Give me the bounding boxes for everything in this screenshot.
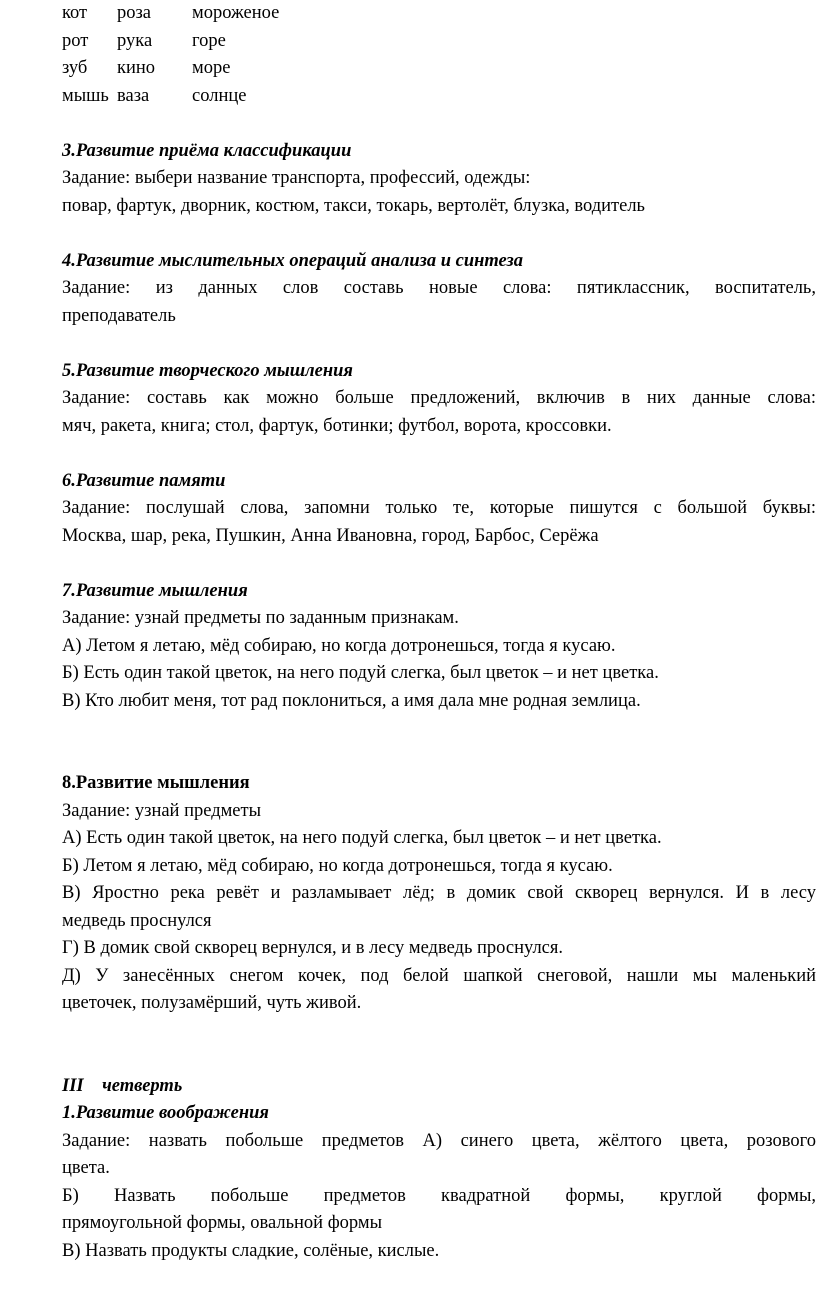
task-b-cont: прямоугольной формы, овальной формы xyxy=(62,1213,383,1233)
task-words: повар, фартук, дворник, костюм, такси, токарь, вертолёт, блузка, водитель xyxy=(62,195,645,216)
task-text-cont: цвета. xyxy=(62,1158,110,1178)
riddle-d-cont: цветочек, полузамёрший, чуть живой. xyxy=(62,993,362,1013)
section-6 xyxy=(62,468,816,551)
section-heading: 7.Развитие мышления xyxy=(62,580,248,601)
riddle-v: В) Яростно река ревёт и разламывает лёд; в домик свой скворец вернулся. И в лесу xyxy=(62,883,816,903)
section-heading: 3.Развитие приёма классификации xyxy=(62,140,352,161)
riddle-v: В) Кто любит меня, тот рад поклониться, а имя дала мне родная землица. xyxy=(62,690,641,711)
task-text: Задание: из данных слов составь новые слова: пятиклассник, воспитатель, xyxy=(62,278,816,298)
task-v: В) Назвать продукты сладкие, солёные, кислые. xyxy=(62,1240,440,1261)
riddle-v-cont: медведь проснулся xyxy=(62,910,212,931)
task-text: мяч, ракета, книга; стол, фартук, ботинки; футбол, ворота, кроссовки. xyxy=(62,415,612,436)
task-text: Задание: выбери название транспорта, профессий, одежды: xyxy=(62,168,531,188)
task-text: Задание: узнай предметы xyxy=(62,800,262,821)
quarter-3 xyxy=(62,1073,816,1266)
section-5 xyxy=(62,358,816,441)
section-heading: 1.Развитие воображения xyxy=(62,1103,269,1123)
task-text: преподаватель xyxy=(62,305,176,326)
word-row xyxy=(62,83,816,111)
word: солнце xyxy=(192,85,247,106)
task-text: Задание: назвать побольше предметов А) синего цвета, жёлтого цвета, розового xyxy=(62,1130,816,1151)
word-row xyxy=(62,28,816,56)
word: мороженое xyxy=(192,3,280,23)
task-text: Задание: составь как можно больше предложений, включив в них данные слова: xyxy=(62,388,816,408)
task-b: Б) Назвать побольше предметов квадратной формы, круглой формы, xyxy=(62,1185,816,1206)
section-8 xyxy=(62,770,816,1018)
word: море xyxy=(192,58,231,78)
section-7 xyxy=(62,578,816,716)
word-list xyxy=(62,0,816,110)
word-row xyxy=(62,0,816,28)
task-text: Задание: узнай предметы по заданным признакам. xyxy=(62,608,459,628)
word-row xyxy=(62,55,816,83)
task-text: Задание: послушай слова, запомни только те, которые пишутся с большой буквы: xyxy=(62,498,816,518)
word: роза xyxy=(117,3,152,23)
riddle-a: А) Есть один такой цветок, на него подуй слегка, был цветок – и нет цветка. xyxy=(62,828,662,848)
riddle-d: Д) У занесённых снегом кочек, под белой шапкой снеговой, нашли мы маленький xyxy=(62,965,816,986)
riddle-b: Б) Есть один такой цветок, на него подуй слегка, был цветок – и нет цветка. xyxy=(62,663,659,683)
task-text: Москва, шар, река, Пушкин, Анна Ивановна, город, Барбос, Серёжа xyxy=(62,525,599,546)
riddle-a: А) Летом я летаю, мёд собираю, но когда дотронешься, тогда я кусаю. xyxy=(62,635,616,656)
word: рука xyxy=(117,30,153,51)
quarter-heading: III четверть xyxy=(62,1075,183,1096)
section-heading: 5.Развитие творческого мышления xyxy=(62,360,353,381)
section-3 xyxy=(62,138,816,221)
riddle-b: Б) Летом я летаю, мёд собираю, но когда дотронешься, тогда я кусаю. xyxy=(62,855,613,876)
word: рот xyxy=(62,30,89,51)
word: мышь xyxy=(62,85,109,106)
section-heading: 4.Развитие мыслительных операций анализа и синтеза xyxy=(62,250,523,271)
riddle-g: Г) В домик свой скворец вернулся, и в лесу медведь проснулся. xyxy=(62,938,564,958)
word: горе xyxy=(192,30,226,51)
section-4 xyxy=(62,248,816,331)
word: зуб xyxy=(62,58,88,78)
word: кот xyxy=(62,3,88,23)
section-heading: 8.Развитие мышления xyxy=(62,773,250,793)
word: ваза xyxy=(117,85,150,106)
section-heading: 6.Развитие памяти xyxy=(62,470,226,491)
word: кино xyxy=(117,58,156,78)
document-page xyxy=(62,0,816,1265)
